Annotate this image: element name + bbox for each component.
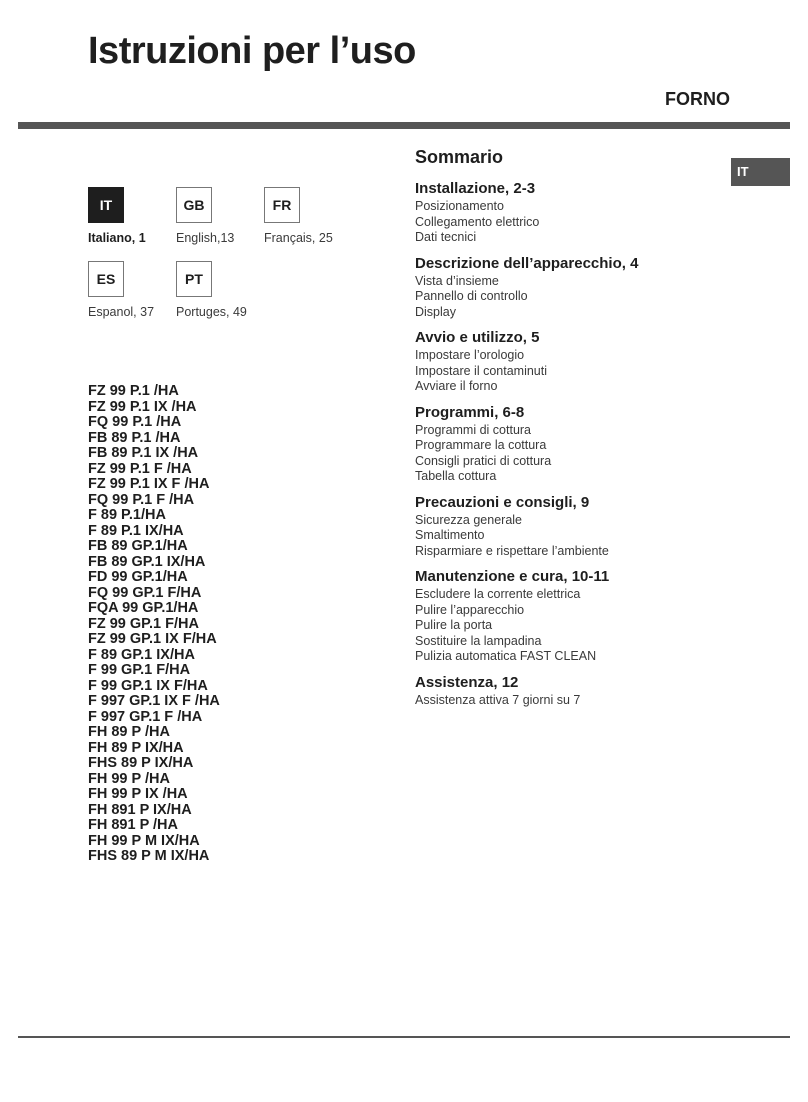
language-gb[interactable] (176, 187, 234, 245)
toc-section-installazione (415, 180, 715, 246)
toc-item[interactable]: Pulire la porta (415, 618, 493, 632)
language-it[interactable] (88, 187, 146, 245)
language-code-box: ES (88, 261, 124, 297)
toc-section-title[interactable]: Precauzioni e consigli, 9 (415, 493, 590, 511)
model-item: FB 89 P.1 /HA (88, 429, 181, 446)
language-code-box: GB (176, 187, 212, 223)
toc-item[interactable]: Tabella cottura (415, 469, 497, 483)
toc-item[interactable]: Vista d’insieme (415, 273, 499, 288)
model-item: FQ 99 GP.1 F/HA (88, 584, 202, 601)
model-item: FZ 99 GP.1 IX F/HA (88, 631, 217, 647)
toc-item[interactable]: Smaltimento (415, 528, 485, 542)
toc-item[interactable]: Impostare l’orologio (415, 348, 525, 362)
model-item: FHS 89 P M IX/HA (88, 848, 210, 864)
toc-heading: Sommario (415, 147, 504, 167)
model-item: FQ 99 P.1 /HA (88, 414, 182, 430)
toc-item[interactable]: Consigli pratici di cottura (415, 453, 552, 468)
model-item: F 89 P.1/HA (88, 507, 166, 523)
toc-item[interactable]: Avviare il forno (415, 379, 498, 393)
model-item: FQ 99 P.1 F /HA (88, 491, 195, 508)
model-item: FH 891 P /HA (88, 817, 178, 833)
toc-section-title[interactable]: Avvio e utilizzo, 5 (415, 329, 540, 346)
model-item: FH 99 P IX /HA (88, 786, 188, 802)
language-caption: Français, 25 (264, 231, 333, 245)
model-item: F 89 P.1 IX/HA (88, 522, 184, 539)
toc-item[interactable]: Programmare la cottura (415, 438, 547, 452)
language-es[interactable] (88, 261, 154, 319)
toc-section-title[interactable]: Manutenzione e cura, 10-11 (415, 568, 610, 585)
toc-item[interactable]: Assistenza attiva 7 giorni su 7 (415, 692, 581, 707)
toc-item[interactable]: Risparmiare e rispettare l’ambiente (415, 543, 609, 558)
toc-section-programmi (415, 404, 715, 485)
model-item: F 89 GP.1 IX/HA (88, 646, 195, 663)
toc-item[interactable]: Escludere la corrente elettrica (415, 587, 581, 601)
language-code-box: FR (264, 187, 300, 223)
header-divider (18, 122, 790, 129)
model-item: FZ 99 P.1 IX F /HA (88, 476, 210, 492)
model-item: FH 89 P IX/HA (88, 739, 184, 756)
toc-section-title[interactable]: Installazione, 2-3 (415, 180, 536, 197)
toc-item[interactable]: Sostituire la lampadina (415, 633, 542, 648)
model-item: F 99 GP.1 F/HA (88, 662, 191, 678)
toc-item[interactable]: Programmi di cottura (415, 422, 532, 437)
toc-item[interactable]: Display (415, 304, 456, 319)
model-item: F 997 GP.1 F /HA (88, 708, 203, 725)
model-item: FB 89 P.1 IX /HA (88, 445, 199, 461)
model-item: FHS 89 P IX/HA (88, 755, 194, 771)
toc-section-assistenza (415, 674, 715, 709)
toc-section-title[interactable]: Descrizione dell’apparecchio, 4 (415, 254, 639, 272)
model-item: F 997 GP.1 IX F /HA (88, 693, 220, 709)
language-fr[interactable] (264, 187, 333, 245)
language-pt[interactable] (176, 261, 247, 319)
toc-item[interactable]: Collegamento elettrico (415, 214, 540, 229)
model-item: FH 89 P /HA (88, 724, 170, 740)
toc-section-descrizione (415, 255, 715, 321)
language-caption: Italiano, 1 (88, 231, 146, 245)
toc-item[interactable]: Pannello di controllo (415, 289, 528, 303)
model-item: FH 99 P M IX/HA (88, 832, 200, 849)
model-item: FZ 99 P.1 IX /HA (88, 398, 197, 415)
model-item: FB 89 GP.1/HA (88, 538, 188, 554)
language-code-box: PT (176, 261, 212, 297)
table-of-contents (415, 146, 715, 717)
language-caption: English,13 (176, 231, 235, 245)
toc-section-title[interactable]: Programmi, 6-8 (415, 403, 525, 421)
toc-item[interactable]: Pulire l’apparecchio (415, 602, 525, 617)
toc-item[interactable]: Sicurezza generale (415, 512, 523, 527)
model-item: FQA 99 GP.1/HA (88, 600, 199, 616)
model-item: FB 89 GP.1 IX/HA (88, 553, 206, 570)
model-item: FZ 99 P.1 F /HA (88, 460, 192, 477)
toc-section-precauzioni (415, 494, 715, 560)
footer-divider (18, 1036, 790, 1038)
model-item: FZ 99 GP.1 F/HA (88, 615, 199, 632)
language-caption: Espanol, 37 (88, 305, 155, 319)
model-item: FH 891 P IX/HA (88, 801, 192, 818)
product-label: FORNO (665, 89, 730, 109)
model-item: FZ 99 P.1 /HA (88, 383, 179, 399)
language-caption: Portuges, 49 (176, 305, 247, 319)
model-item: F 99 GP.1 IX F/HA (88, 677, 208, 694)
page-title: Istruzioni per l’uso (88, 30, 416, 72)
toc-item[interactable]: Posizionamento (415, 199, 504, 213)
model-list (88, 384, 220, 865)
model-item: FH 99 P /HA (88, 770, 170, 787)
toc-section-manutenzione (415, 568, 715, 665)
toc-item[interactable]: Impostare il contaminuti (415, 363, 548, 378)
model-item: FD 99 GP.1/HA (88, 569, 188, 585)
toc-section-avvio (415, 329, 715, 395)
language-side-tab: IT (731, 158, 790, 186)
toc-item[interactable]: Pulizia automatica FAST CLEAN (415, 649, 597, 663)
toc-section-title[interactable]: Assistenza, 12 (415, 673, 519, 691)
toc-item[interactable]: Dati tecnici (415, 230, 477, 244)
language-code-box: IT (88, 187, 124, 223)
